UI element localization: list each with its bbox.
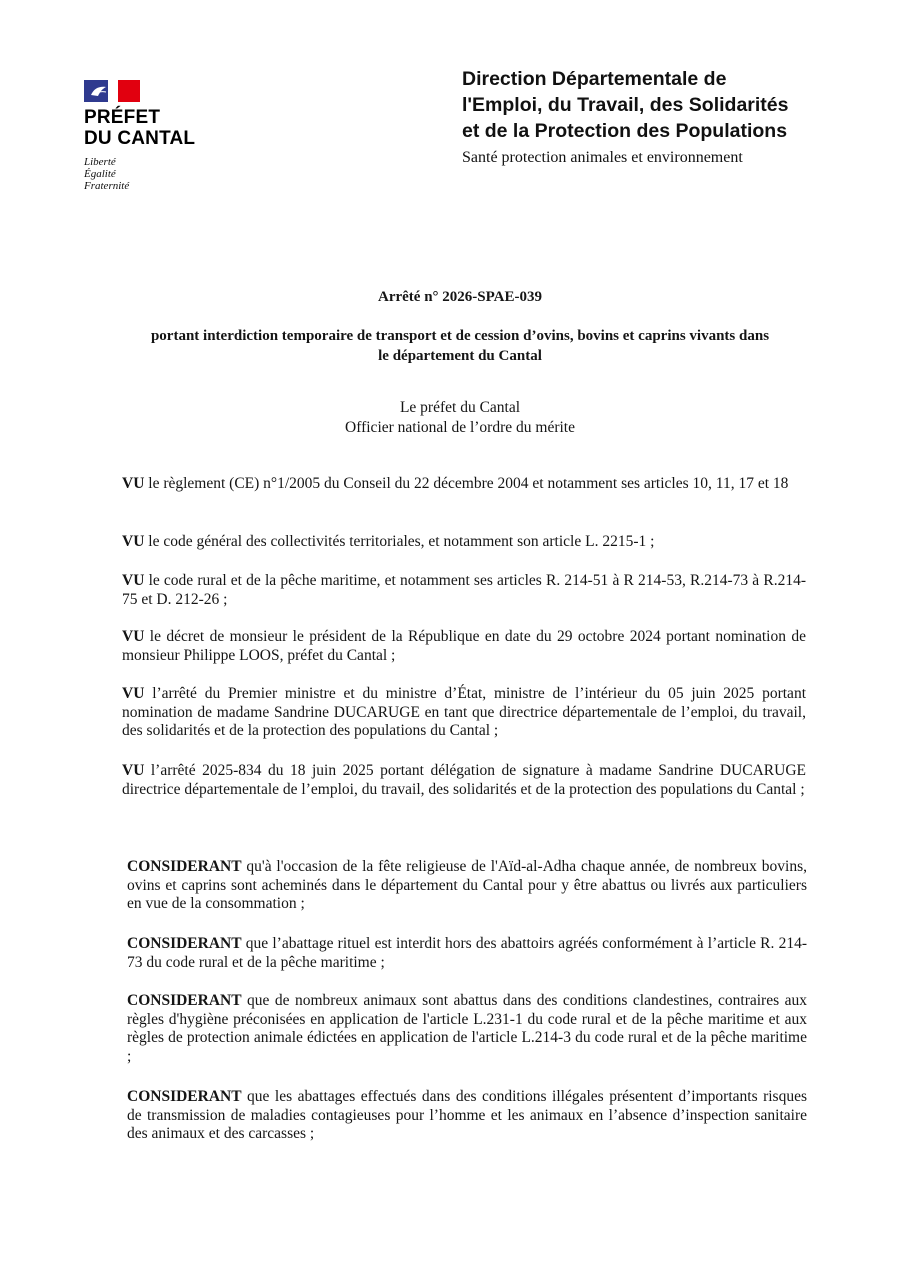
considerant-paragraph — [127, 935, 807, 972]
considerant-keyword: CONSIDERANT — [127, 935, 242, 952]
logo-prefet-text: PRÉFET — [84, 107, 161, 128]
visa-paragraph — [122, 533, 806, 552]
visa-paragraph — [122, 762, 806, 799]
decree-subject — [110, 326, 810, 366]
considerant-keyword: CONSIDERANT — [127, 1088, 242, 1105]
department-header — [462, 66, 882, 168]
considerant-text: que de nombreux animaux sont abattus dans des conditions clandestines, contraires aux règles d'hygiène préconisées en application de l'article L.231-1 du code rural et de la pêche maritime et aux règles de protection animale édictées en application de l'article L.214-3 du code rural et de la pêche maritime ; — [127, 992, 807, 1065]
republic-motto — [84, 156, 264, 192]
department-name-line-1: Direction Départementale de — [462, 68, 727, 90]
visa-text: le code rural et de la pêche maritime, et notamment ses articles R. 214-51 à R 214-53, R.214-73 à R.214-75 et D. 212-26 ; — [122, 572, 806, 608]
visa-text: le décret de monsieur le président de la République en date du 29 octobre 2024 portant nomination de monsieur Philippe LOOS, préfet du Cantal ; — [122, 628, 806, 664]
considerant-paragraph — [127, 1088, 807, 1144]
visa-text: le code général des collectivités territoriales, et notamment son article L. 2215-1 ; — [144, 533, 655, 550]
considerant-text: qu'à l'occasion de la fête religieuse de l'Aïd-al-Adha chaque année, de nombreux bovins, ovins et caprins sont acheminés dans le département du Cantal pour y être abattus ou livrés aux particuliers en vue de la consommation ; — [127, 858, 807, 912]
considerant-paragraph — [127, 992, 807, 1066]
considerant-keyword: CONSIDERANT — [127, 858, 242, 875]
visa-paragraph — [122, 685, 806, 741]
decree-number: Arrêté n° 2026-SPAE-039 — [377, 289, 543, 305]
visa-paragraph — [122, 628, 806, 665]
visa-paragraph — [122, 475, 806, 494]
visa-text: l’arrêté 2025-834 du 18 juin 2025 portant délégation de signature à madame Sandrine DUCARUGE directrice départementale de l’emploi, du travail, des solidarités et de la protection des populations du Cantal ; — [122, 762, 806, 798]
department-name-line-3: et de la Protection des Populations — [462, 120, 788, 142]
marianne-flag-icon — [84, 80, 140, 102]
visa-paragraph — [122, 572, 806, 609]
decree-subject-line-2: le département du Cantal — [378, 348, 542, 364]
considerant-text: que les abattages effectués dans des conditions illégales présentent d’importants risques de transmission de maladies contagieuses pour l’homme et les animaux en l’absence d’inspection sanitaire des animaux et des carcasses ; — [127, 1088, 807, 1142]
considerant-text: que l’abattage rituel est interdit hors des abattoirs agréés conformément à l’article R. 214-73 du code rural et de la pêche maritime ; — [127, 935, 807, 971]
considerant-paragraph — [127, 858, 807, 914]
considerant-keyword: CONSIDERANT — [127, 992, 242, 1009]
service-name: Santé protection animales et environnement — [462, 149, 743, 166]
visa-keyword: VU — [122, 685, 145, 702]
department-name-line-2: l'Emploi, du Travail, des Solidarités — [462, 94, 789, 116]
visa-keyword: VU — [122, 628, 145, 645]
visa-keyword: VU — [122, 475, 145, 492]
authority-line-1: Le préfet du Cantal — [399, 399, 521, 416]
visa-keyword: VU — [122, 572, 145, 589]
logo-cantal-text: DU CANTAL — [84, 128, 196, 149]
visa-keyword: VU — [122, 762, 145, 779]
prefet-logo — [84, 80, 264, 192]
motto-egalite: Égalité — [84, 168, 116, 180]
issuing-authority — [110, 398, 810, 438]
visa-text: le règlement (CE) n°1/2005 du Conseil du 22 décembre 2004 et notamment ses articles 10, 11, 17 et 18 — [144, 475, 789, 492]
authority-line-2: Officier national de l’ordre du mérite — [345, 419, 575, 436]
decree-subject-line-1: portant interdiction temporaire de transport et de cession d’ovins, bovins et caprins vivants dans — [150, 328, 770, 344]
visa-keyword: VU — [122, 533, 145, 550]
motto-fraternite: Fraternité — [84, 180, 130, 192]
motto-liberte: Liberté — [84, 156, 116, 168]
visa-text: l’arrêté du Premier ministre et du ministre d’État, ministre de l’intérieur du 05 juin 2025 portant nomination de madame Sandrine DUCARUGE en tant que directrice départementale de l’emploi, du travail, des solidarités et de la protection des populations du Cantal ; — [122, 685, 806, 739]
